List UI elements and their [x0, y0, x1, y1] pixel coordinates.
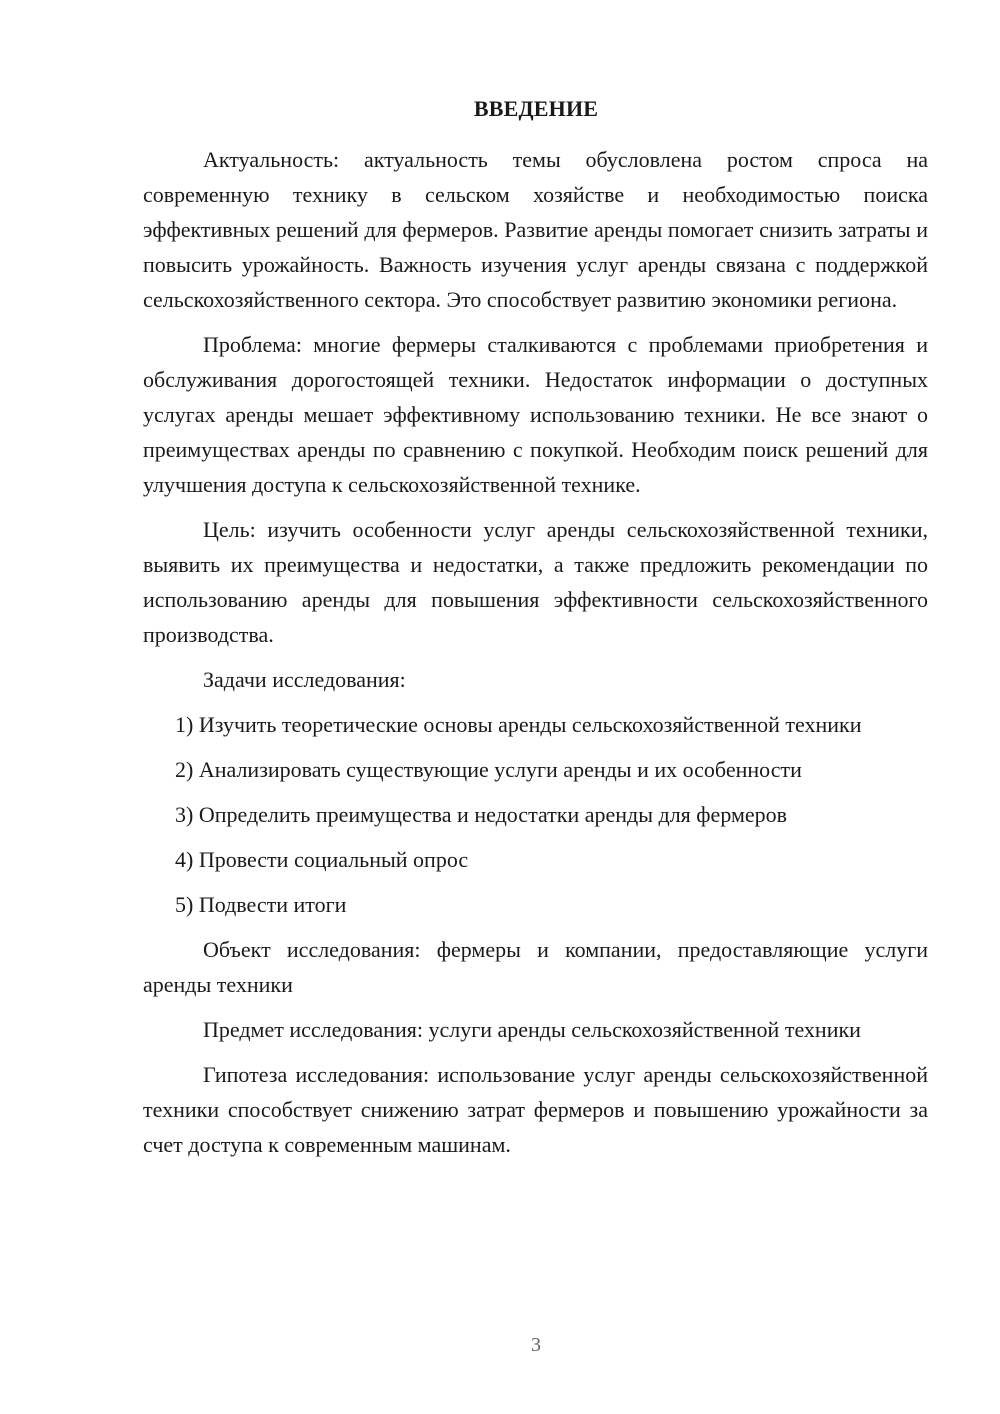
tasks-heading: Задачи исследования: — [203, 667, 406, 692]
page-title: ВВЕДЕНИЕ — [473, 96, 599, 121]
subject-paragraph: Предмет исследования: услуги аренды сельскохозяйственной техники — [203, 1017, 861, 1042]
problem-paragraph: Проблема: многие фермеры сталкиваются с проблемами приобретения и обслуживания дорогостоящей техники. Недостаток информации о доступных услугах аренды мешает эффективному использованию техники. Не все знают о преимуществах аренды по сравнению с покупкой. Необходим поиск решений для улучшения доступа к сельскохозяйственной технике. — [143, 332, 928, 497]
object-paragraph: Объект исследования: фермеры и компании, предоставляющие услуги аренды техники — [143, 937, 928, 997]
goal-paragraph: Цель: изучить особенности услуг аренды сельскохозяйственной техники, выявить их преимущества и недостатки, а также предложить рекомендации по использованию аренды для повышения эффективности сельскохозяйственного производства. — [143, 517, 928, 647]
hypothesis-paragraph: Гипотеза исследования: использование услуг аренды сельскохозяйственной техники способствует снижению затрат фермеров и повышению урожайности за счет доступа к современным машинам. — [143, 1062, 928, 1157]
task-item-2: 2) Анализировать существующие услуги аренды и их особенности — [175, 757, 802, 782]
task-item-5: 5) Подвести итоги — [175, 892, 347, 917]
task-item-4: 4) Провести социальный опрос — [175, 847, 469, 872]
task-item-1: 1) Изучить теоретические основы аренды сельскохозяйственной техники — [175, 712, 862, 737]
relevance-paragraph: Актуальность: актуальность темы обусловлена ростом спроса на современную технику в сельском хозяйстве и необходимостью поиска эффективных решений для фермеров. Развитие аренды помогает снизить затраты и повысить урожайность. Важность изучения услуг аренды связана с поддержкой сельскохозяйственного сектора. Это способствует развитию экономики региона. — [143, 147, 928, 312]
document-body — [143, 142, 928, 1162]
page-number: 3 — [531, 1334, 541, 1356]
task-item-3: 3) Определить преимущества и недостатки аренды для фермеров — [175, 802, 788, 827]
